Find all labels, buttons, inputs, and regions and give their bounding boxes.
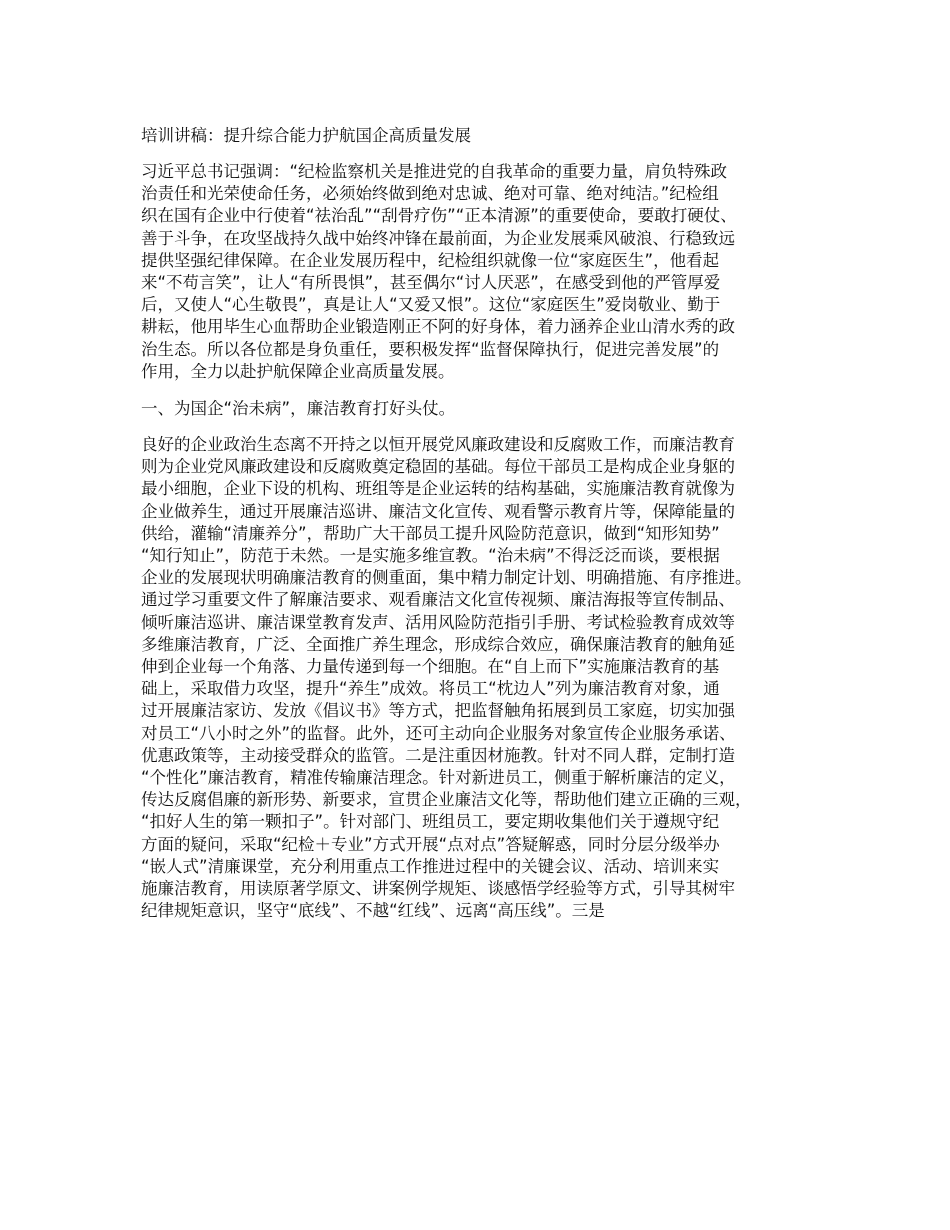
text-line: 础上，采取借力攻坚，提升“养生”成效。将员工“枕边人”列为廉洁教育对象，通 [141,679,720,699]
text-line: “嵌人式”清廉课堂，充分利用重点工作推进过程中的关键会议、活动、培训来实 [141,856,720,876]
text-line: 则为企业党风廉政建设和反腐败奠定稳固的基础。每位干部员工是构成企业身躯的 [141,457,735,477]
text-line: 作用，全力以赴护航保障企业高质量发展。 [141,361,455,381]
text-line: 治责任和光荣使命任务，必须始终做到绝对忠诚、绝对可靠、绝对纯洁。”纪检组 [141,184,719,204]
text-line: 后，又使人“心生敬畏”，真是让人“又爱又恨”。这位“家庭医生”爱岗敬业、勤于 [141,295,721,315]
text-line: 提供坚强纪律保障。在企业发展历程中，纪检组织就像一位“家庭医生”，他看起 [141,250,720,270]
section-paragraph [141,434,831,922]
text-line: 善于斗争，在攻坚战持久战中始终冲锋在最前面，为企业发展乘风破浪、行稳致远 [141,228,735,248]
text-line: 来“不苟言笑”，让人“有所畏惧”，甚至偶尔“讨人厌恶”，在感受到他的严管厚爱 [141,273,721,293]
text-line: 良好的企业政治生态离不开持之以恒开展党风廉政建设和反腐败工作，而廉洁教育 [141,435,735,455]
text-line: 耕耘，他用毕生心血帮助企业锻造刚正不阿的好身体，着力涵养企业山清水秀的政 [141,317,735,337]
text-line: 对员工“八小时之外”的监督。此外，还可主动向企业服务对象宣传企业服务承诺、 [141,723,736,743]
text-line: 最小细胞，企业下设的机构、班组等是企业运转的结构基础，实施廉洁教育就像为 [141,479,735,499]
section-heading: 一、为国企“治未病”，廉洁教育打好头仗。 [141,399,456,419]
text-line: 伸到企业每一个角落、力量传递到每一个细胞。在“自上而下”实施廉洁教育的基 [141,657,720,677]
document-page [141,124,831,937]
text-line: 方面的疑问，采取“纪检＋专业”方式开展“点对点”答疑解惑，同时分层分级举办 [141,834,720,854]
document-title: 培训讲稿：提升综合能力护航国企高质量发展 [141,126,471,145]
text-line: 习近平总书记强调：“纪检监察机关是推进党的自我革命的重要力量，肩负特殊政 [141,162,728,181]
text-line: 多维廉洁教育，广泛、全面推广养生理念，形成综合效应，确保廉洁教育的触角延 [141,634,735,654]
text-line: 企业的发展现状明确廉洁教育的侧重面，集中精力制定计划、明确措施、有序推进。 [141,568,752,588]
text-line: 纪律规矩意识，坚守“底线”、不越“红线”、远离“高压线”。三是 [141,901,605,921]
intro-paragraph [141,161,831,383]
text-line: “知行知止”，防范于未然。一是实施多维宣教。“治未病”不得泛泛而谈，要根据 [141,546,720,566]
text-line: 优惠政策等，主动接受群众的监管。二是注重因材施教。针对不同人群，定制打造 [141,745,735,765]
text-line: “个性化”廉洁教育，精准传输廉洁理念。针对新进员工，侧重于解析廉洁的定义， [141,768,736,788]
text-line: “扣好人生的第一颗扣子”。针对部门、班组员工，要定期收集他们关于遵规守纪 [141,812,720,832]
text-line: 过开展廉洁家访、发放《倡议书》等方式，把监督触角拓展到员工家庭，切实加强 [141,701,735,721]
text-line: 通过学习重要文件了解廉洁要求、观看廉洁文化宣传视频、廉洁海报等宣传制品、 [141,590,735,610]
text-line: 倾听廉洁巡讲、廉洁课堂教育发声、活用风险防范指引手册、考试检验教育成效等 [141,612,735,632]
text-line: 治生态。所以各位都是身负重任，要积极发挥“监督保障执行，促进完善发展”的 [141,339,720,359]
text-line: 供给，灌输“清廉养分”，帮助广大干部员工提升风险防范意识，做到“知形知势” [141,523,720,543]
text-line: 传达反腐倡廉的新形势、新要求，宣贯企业廉洁文化等，帮助他们建立正确的三观， [141,790,752,810]
text-line: 施廉洁教育，用读原著学原文、讲案例学规矩、谈感悟学经验等方式，引导其树牢 [141,879,735,899]
text-line: 企业做养生，通过开展廉洁巡讲、廉洁文化宣传、观看警示教育片等，保障能量的 [141,501,735,521]
text-line: 织在国有企业中行使着“祛治乱”“刮骨疗伤”“正本清源”的重要使命，要敢打硬仗、 [141,206,737,226]
